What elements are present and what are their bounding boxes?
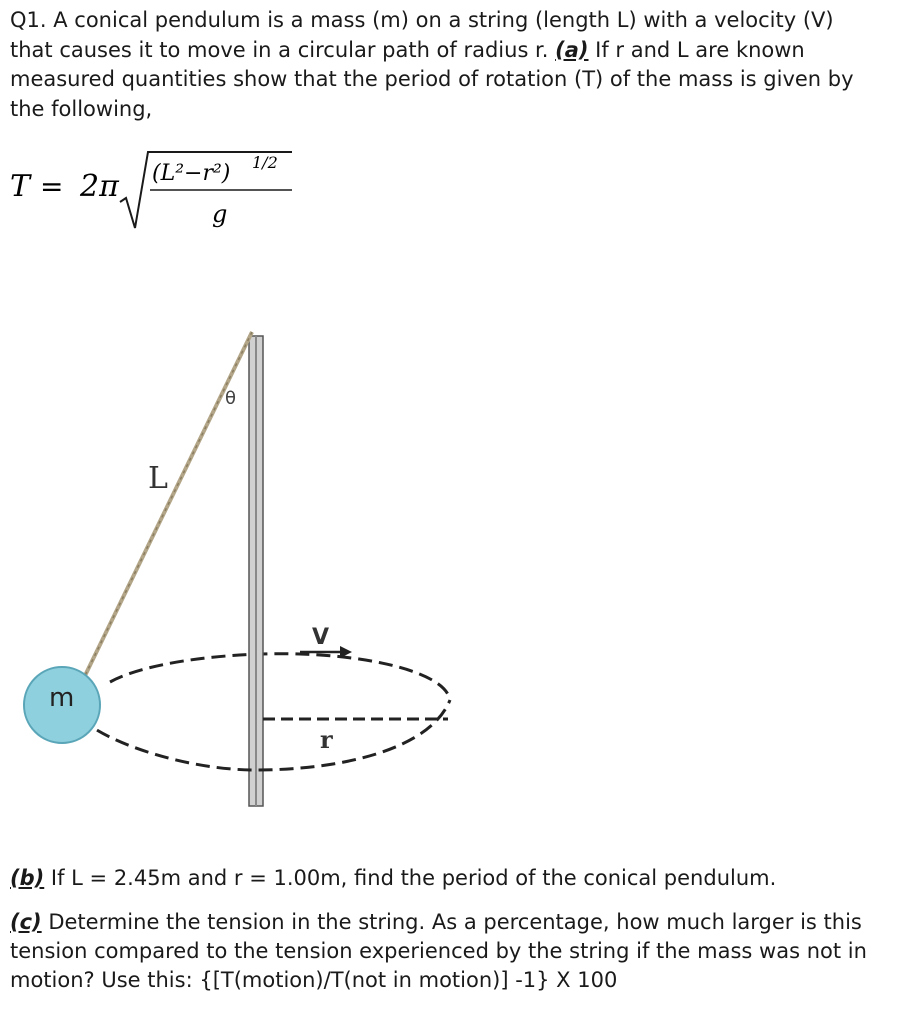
formula-coefficient: 2π bbox=[80, 169, 119, 204]
circular-path-front bbox=[80, 700, 450, 770]
part-c-text: Determine the tension in the string. As a percentage, how much larger is this tension compared to the tension experienced by the string if the mass was not in motion? Use this: {[T(motion)/T(not in motion)] -1} X 100 bbox=[10, 910, 867, 992]
formula-equals: = bbox=[40, 170, 64, 203]
mass-label: m bbox=[49, 683, 75, 713]
conical-pendulum-diagram bbox=[0, 300, 500, 820]
length-label: L bbox=[148, 461, 168, 496]
part-b-text: If L = 2.45m and r = 1.00m, find the period of the conical pendulum. bbox=[44, 866, 777, 890]
question-intro bbox=[10, 6, 880, 124]
intro-continuation: If r and L are known measured quantities show that the period of rotation (T) of the mass is given by the following, bbox=[10, 37, 854, 121]
part-b bbox=[10, 864, 880, 893]
part-b-label: (b) bbox=[10, 866, 45, 890]
formula-lhs: T bbox=[10, 169, 31, 204]
formula-exponent: 1/2 bbox=[252, 153, 278, 172]
part-a-label: (a) bbox=[555, 37, 589, 62]
intro-text: Q1. A conical pendulum is a mass (m) on a string (length L) with a velocity (V) that causes it to move in a circular path of radius r. bbox=[10, 8, 834, 62]
part-c-label: (c) bbox=[10, 910, 42, 934]
radius-label: r bbox=[320, 725, 333, 754]
formula-numerator: (L²−r²) bbox=[152, 161, 231, 186]
part-c bbox=[10, 908, 885, 995]
circular-path-back bbox=[110, 654, 450, 700]
velocity-label: V bbox=[312, 625, 330, 650]
angle-label: θ bbox=[225, 388, 237, 409]
formula-denominator: g bbox=[212, 200, 228, 228]
period-formula bbox=[0, 138, 320, 238]
